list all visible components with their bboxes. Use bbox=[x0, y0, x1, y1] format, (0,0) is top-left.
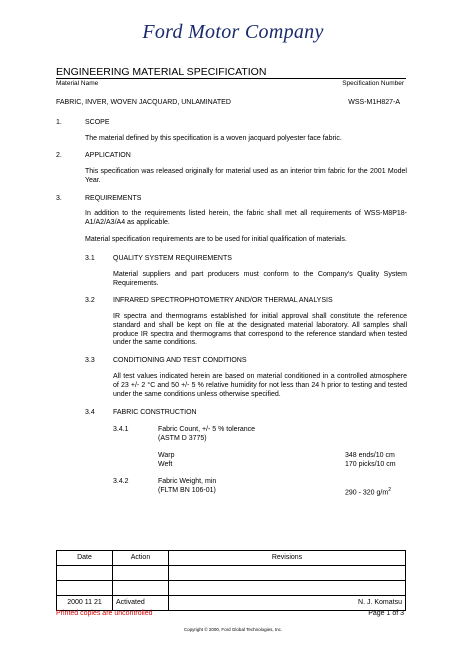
fabric-weight-label: Fabric Weight, min bbox=[158, 478, 217, 485]
warp-label: Warp bbox=[158, 452, 175, 459]
section-3-heading: REQUIREMENTS bbox=[85, 195, 142, 202]
section-2-heading: APPLICATION bbox=[85, 152, 131, 159]
material-name-label: Material Name bbox=[56, 80, 99, 87]
row-2-revisions bbox=[169, 581, 406, 596]
header-action: Action bbox=[113, 551, 169, 566]
weft-value: 170 picks/10 cm bbox=[345, 461, 396, 468]
section-3-4-number: 3.4 bbox=[85, 409, 95, 416]
section-1-heading: SCOPE bbox=[85, 119, 110, 126]
fabric-count-label: Fabric Count, +/- 5 % tolerance bbox=[158, 426, 256, 433]
spec-number-label: Specification Number bbox=[342, 80, 404, 87]
table-header-row bbox=[57, 551, 406, 566]
revisions-table bbox=[56, 550, 406, 611]
section-2-text: This specification was released originally for material used as an interior trim fabric for the 2001 Model Year. bbox=[85, 168, 407, 184]
table-row bbox=[57, 596, 406, 611]
fabric-weight-value bbox=[345, 487, 391, 498]
section-3-2-heading: INFRARED SPECTROPHOTOMETRY AND/OR THERMAL ANALYSIS bbox=[113, 297, 333, 304]
section-1-number: 1. bbox=[56, 119, 62, 126]
row-1-revisions bbox=[169, 566, 406, 581]
table-row bbox=[57, 566, 406, 581]
copyright: Copyright © 2000, Ford Global Technologies, Inc. bbox=[183, 627, 283, 632]
fabric-count-method: (ASTM D 3775) bbox=[158, 435, 207, 442]
uncontrolled-notice: Printed copies are uncontrolled bbox=[56, 610, 153, 617]
spec-number: WSS-M1H827-A bbox=[348, 99, 400, 106]
warp-value: 348 ends/10 cm bbox=[345, 452, 395, 459]
section-3-1-text: Material suppliers and part producers must conform to the Company's Quality System Requirements. bbox=[113, 271, 407, 287]
fabric-weight-value-text: 290 - 320 g/m bbox=[345, 489, 389, 497]
row-3-action: Activated bbox=[113, 596, 169, 611]
row-2-action bbox=[113, 581, 169, 596]
material-name: FABRIC, INVER, WOVEN JACQUARD, UNLAMINATED bbox=[56, 99, 231, 106]
row-1-action bbox=[113, 566, 169, 581]
row-1-date bbox=[57, 566, 113, 581]
section-3-4-2-number: 3.4.2 bbox=[113, 478, 129, 485]
section-3-1-number: 3.1 bbox=[85, 255, 95, 262]
page-title: ENGINEERING MATERIAL SPECIFICATION bbox=[56, 66, 267, 78]
section-3-4-1-number: 3.4.1 bbox=[113, 426, 129, 433]
section-3-1-heading: QUALITY SYSTEM REQUIREMENTS bbox=[113, 255, 232, 262]
header-revisions: Revisions bbox=[169, 551, 406, 566]
section-3-number: 3. bbox=[56, 195, 62, 202]
row-3-date: 2000 11 21 bbox=[57, 596, 113, 611]
section-3-text-2: Material specification requirements are to be used for initial qualification of materials. bbox=[85, 236, 347, 243]
section-3-3-heading: CONDITIONING AND TEST CONDITIONS bbox=[113, 357, 247, 364]
title-divider bbox=[56, 78, 406, 79]
ford-logo: Ford Motor Company bbox=[142, 21, 324, 43]
row-2-date bbox=[57, 581, 113, 596]
section-3-2-text: IR spectra and thermograms established for initial approval shall constitute the reference standard and shall be kept on file at the designated material laboratory. All samples shall produce IR spectra and thermograms that correspond to the reference standard when tested under the same conditions. bbox=[113, 313, 407, 347]
section-1-text: The material defined by this specification is a woven jacquard polyester face fabric. bbox=[85, 135, 342, 142]
section-2-number: 2. bbox=[56, 152, 62, 159]
section-3-3-text: All test values indicated herein are based on material conditioned in a controlled atmosphere of 23 +/- 2 °C and 50 +/- 5 % relative humidity for not less than 24 h prior to testing and tested under the same conditions unless otherwise specified. bbox=[113, 373, 407, 398]
section-3-2-number: 3.2 bbox=[85, 297, 95, 304]
header-date: Date bbox=[57, 551, 113, 566]
section-3-4-heading: FABRIC CONSTRUCTION bbox=[113, 409, 197, 416]
row-3-revisions: N. J. Komatsu bbox=[169, 596, 406, 611]
page-number: Page 1 of 3 bbox=[368, 610, 404, 617]
fabric-weight-unit-exponent: 2 bbox=[388, 487, 391, 493]
section-3-text-1: In addition to the requirements listed herein, the fabric shall met all requirements of WSS-M8P18-A1/A2/A3/A4 as applicable. bbox=[85, 210, 407, 226]
weft-label: Weft bbox=[158, 461, 173, 468]
table-row bbox=[57, 581, 406, 596]
fabric-weight-method: (FLTM BN 106-01) bbox=[158, 487, 216, 494]
section-3-3-number: 3.3 bbox=[85, 357, 95, 364]
